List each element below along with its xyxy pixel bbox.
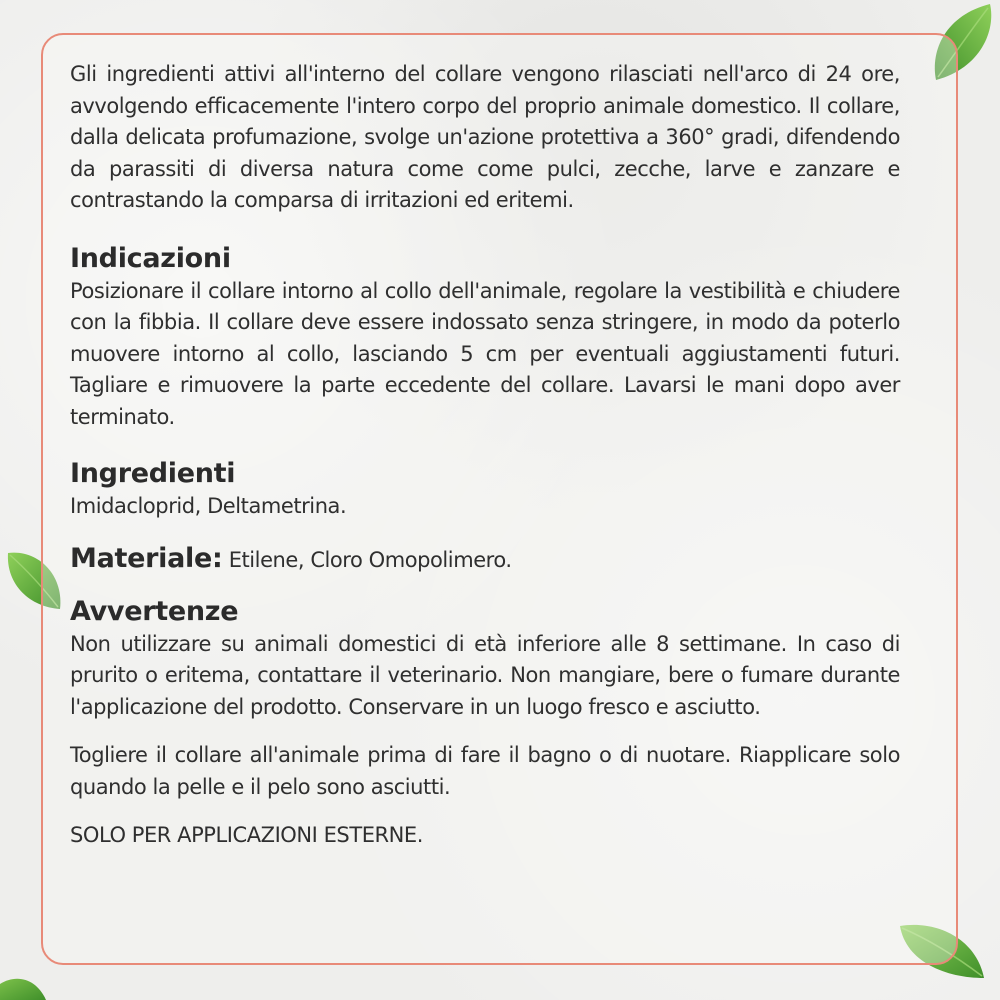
- materiale-text: Etilene, Cloro Omopolimero.: [222, 547, 512, 572]
- ingredienti-heading: Ingredienti: [70, 458, 236, 489]
- avvertenze-heading: Avvertenze: [70, 595, 239, 627]
- avvertenze-paragraph: Non utilizzare su animali domestici di età inferiore alle 8 settimane. In caso di prurito o eritema, contattare il veterinario. Non mangiare, bere o fumare durante l'applicazione del prodotto. Conservare in un luogo fresco e asciutto.: [70, 631, 900, 719]
- indicazioni-heading: Indicazioni: [70, 242, 231, 274]
- intro-paragraph: Gli ingredienti attivi all'interno del collare vengono rilasciati nell'arco di 24 ore, avvolgendo efficacemente l'intero corpo del proprio animale domestico. Il collare, dalla delicata profumazione, svolge un'azione protettiva a 360° gradi, difendendo da parassiti di diversa natura come come pulci, zecche, larve e zanzare e contrastando la comparsa di irritazioni ed eritemi.: [70, 62, 900, 212]
- ingredienti-text: Imidacloprid, Deltametrina.: [70, 494, 347, 518]
- materiale-section: [70, 542, 900, 577]
- product-info: [70, 59, 900, 852]
- ingredienti-section: [70, 457, 900, 523]
- avvertenze-paragraph: Togliere il collare all'animale prima di fare il bagno o di nuotare. Riapplicare solo quando la pelle e il pelo sono asciutti.: [70, 743, 900, 799]
- indicazioni-text: Posizionare il collare intorno al collo dell'animale, regolare la vestibilità e chiudere con la fibbia. Il collare deve essere indossato senza stringere, in modo da poterlo muovere intorno al collo, lasciando 5 cm per eventuali aggiustamenti futuri. Tagliare e rimuovere la parte eccedente del collare. Lavarsi le mani dopo aver terminato.: [70, 278, 900, 429]
- external-use-note: SOLO PER APPLICAZIONI ESTERNE.: [70, 823, 423, 847]
- materiale-label: Materiale:: [70, 542, 223, 574]
- avvertenze-section: [70, 595, 900, 852]
- indicazioni-section: [70, 242, 900, 434]
- leaf-icon: [0, 974, 48, 1000]
